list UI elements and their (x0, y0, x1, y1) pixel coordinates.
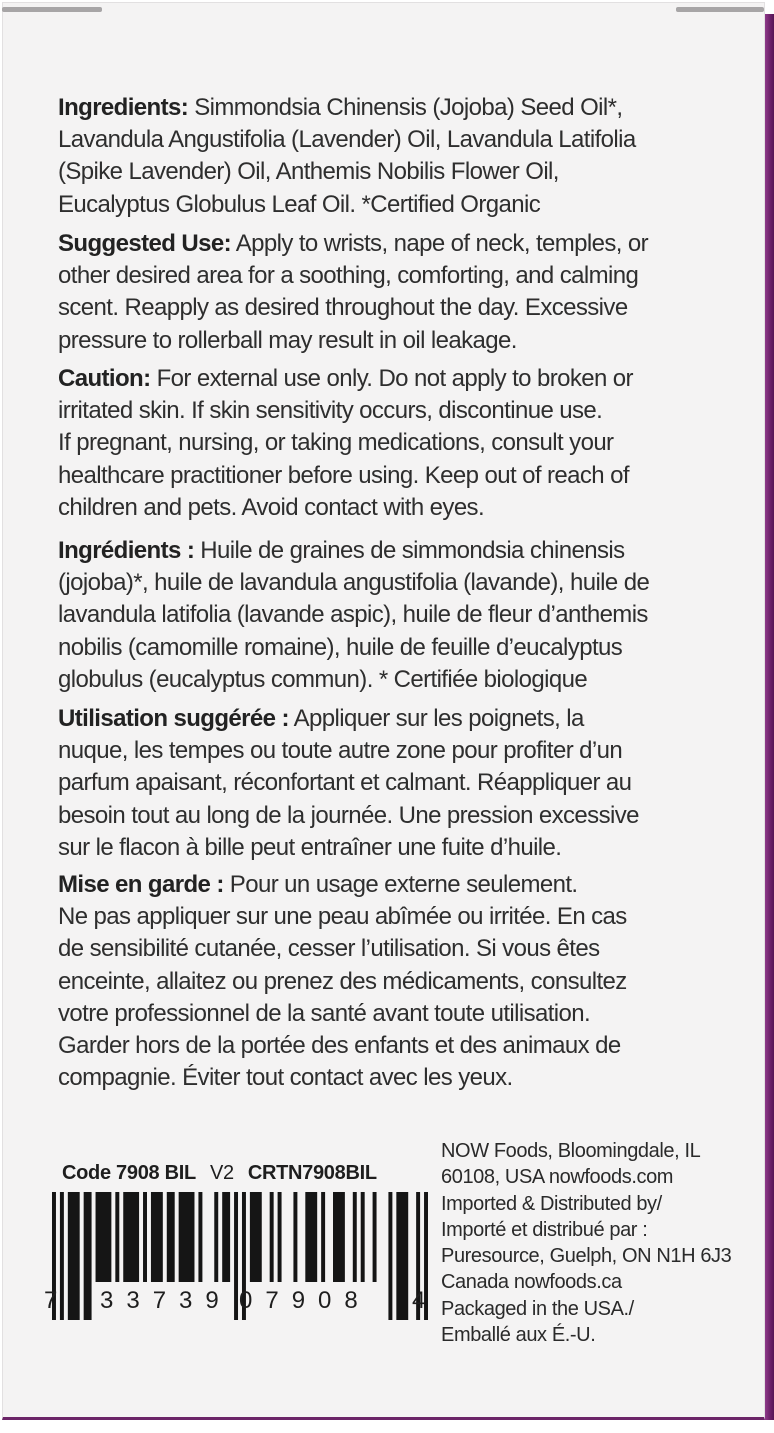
barcode-lead-digit: 7 (44, 1287, 58, 1314)
ingredients-fr-text: Huile de graines de simmondsia chinensis (194, 537, 625, 564)
suggested-use-fr-section (58, 703, 718, 864)
ingredients-fr-line: globulus (eucalyptus commun). * Certifiée biologique (58, 665, 588, 693)
ingredients-en-line: Lavandula Angustifolia (Lavender) Oil, Lavandula Latifolia (58, 126, 636, 154)
barcode-bar (373, 1192, 377, 1282)
barcode-left-digits: 33739 (100, 1287, 232, 1314)
company-line: Canada nowfoods.ca (441, 1271, 622, 1294)
barcode-bar (179, 1192, 195, 1282)
suggested-use-fr-line: besoin tout au long de la journée. Une pression excessive (58, 801, 639, 829)
suggested-use-en-line (58, 228, 718, 260)
caution-fr-heading: Mise en garde : (58, 871, 224, 898)
carton-code: CRTN7908BIL (247, 1162, 377, 1184)
ingredients-fr-line: lavandula latifolia (lavande aspic), huile de fleur d’anthemis (58, 601, 648, 629)
company-info (441, 1138, 741, 1348)
ingredients-fr-line (58, 535, 718, 567)
caution-fr-line: votre professionnel de la santé avant toute utilisation. (58, 999, 591, 1027)
barcode-bar (361, 1192, 365, 1282)
barcode-bar (321, 1192, 325, 1282)
barcode-bar (250, 1192, 262, 1282)
ingredients-en-section (58, 92, 718, 221)
barcode-bar (143, 1192, 147, 1282)
ingredients-en-text: Simmondsia Chinensis (Jojoba) Seed Oil*, (188, 94, 623, 121)
caution-fr-line: de sensibilité cutanée, cesser l’utilisation. Si vous êtes (58, 935, 600, 963)
ingredients-en-line: (Spike Lavender) Oil, Anthemis Nobilis Flower Oil, (58, 158, 559, 186)
barcode-bar (234, 1192, 238, 1320)
barcode-bar (198, 1192, 202, 1282)
barcode-bar (214, 1192, 218, 1282)
barcode-bar (167, 1192, 175, 1282)
barcode-bar (388, 1192, 392, 1320)
suggested-use-en-section (58, 228, 718, 357)
barcode-bar (222, 1192, 230, 1282)
barcode-bar (278, 1192, 282, 1282)
barcode-bar (293, 1192, 297, 1282)
barcode-bar (68, 1192, 80, 1320)
ingredients-en-line (58, 92, 718, 124)
ingredients-fr-line: nobilis (camomille romaine), huile de feuille d’eucalyptus (58, 633, 623, 661)
barcode-check-digit: 4 (412, 1287, 426, 1314)
company-line: NOW Foods, Bloomingdale, IL (441, 1140, 701, 1162)
suggested-use-en-line: other desired area for a soothing, comforting, and calming (58, 262, 639, 290)
purple-box-edge (765, 14, 774, 1420)
caution-en-section (58, 363, 718, 524)
caution-fr-line (58, 869, 718, 901)
barcode-bar (396, 1192, 408, 1320)
ingredients-fr-heading: Ingrédients : (58, 537, 195, 564)
suggested-use-en-line: pressure to rollerball may result in oil leakage. (58, 326, 517, 354)
suggested-use-fr-text: Appliquer sur les poignets, la (288, 705, 584, 732)
company-line: Puresource, Guelph, ON N1H 6J3 (441, 1245, 732, 1268)
company-line: Importé et distribué par : (441, 1218, 648, 1241)
suggested-use-fr-line: nuque, les tempes ou toute autre zone pour profiter d’un (58, 737, 623, 765)
suggested-use-fr-heading: Utilisation suggérée : (58, 705, 289, 732)
product-code-line (62, 1162, 377, 1185)
caution-fr-line: Ne pas appliquer sur une peau abîmée ou irritée. En cas (58, 903, 627, 931)
caution-fr-line: compagnie. Éviter tout contact avec les yeux. (58, 1064, 513, 1092)
ingredients-fr-section (58, 535, 718, 696)
suggested-use-en-heading: Suggested Use: (58, 230, 231, 257)
barcode-bar (84, 1192, 92, 1320)
company-line: Imported & Distributed by/ (441, 1192, 662, 1215)
caution-fr-line: enceinte, allaitez ou prenez des médicaments, consultez (58, 967, 627, 995)
ingredients-en-heading: Ingredients: (58, 94, 189, 121)
barcode-bar (270, 1192, 274, 1282)
barcode-bar (353, 1192, 357, 1282)
barcode-bar (115, 1192, 119, 1282)
ingredients-fr-line: (jojoba)*, huile de lavandula angustifolia (lavande), huile de (58, 569, 650, 597)
caution-en-heading: Caution: (58, 365, 151, 392)
caution-fr-line: Garder hors de la portée des enfants et des animaux de (58, 1032, 621, 1060)
ingredients-en-line: Eucalyptus Globulus Leaf Oil. *Certified Organic (58, 190, 541, 218)
barcode-bar (151, 1192, 163, 1282)
suggested-use-fr-line: parfum apaisant, réconfortant et calmant. Réappliquer au (58, 769, 632, 797)
barcode-bar (96, 1192, 112, 1282)
box-flap-mark-right (676, 7, 764, 12)
barcode-right-digits: 07908 (239, 1287, 371, 1314)
caution-en-line: irritated skin. If skin sensitivity occurs, discontinue use. (58, 397, 603, 425)
product-code: Code 7908 BIL (62, 1162, 196, 1184)
company-line: Packaged in the USA./ (441, 1297, 634, 1320)
barcode-bar (305, 1192, 317, 1282)
suggested-use-en-line: scent. Reapply as desired throughout the day. Excessive (58, 294, 628, 322)
suggested-use-fr-line (58, 703, 718, 735)
barcode-bar (333, 1192, 345, 1282)
product-version: V2 (209, 1162, 234, 1184)
caution-en-text: For external use only. Do not apply to broken or (150, 365, 633, 392)
caution-en-line (58, 363, 718, 395)
caution-en-line: If pregnant, nursing, or taking medications, consult your (58, 429, 614, 457)
company-line: Emballé aux É.-U. (441, 1324, 596, 1347)
caution-fr-text: Pour un usage externe seulement. (223, 871, 578, 898)
box-flap-mark-left (2, 7, 102, 12)
suggested-use-fr-line: sur le flacon à bille peut entraîner une fuite d’huile. (58, 833, 562, 861)
barcode-bar (123, 1192, 139, 1282)
suggested-use-en-text: Apply to wrists, nape of neck, temples, or (230, 230, 649, 257)
caution-en-line: healthcare practitioner before using. Keep out of reach of (58, 461, 629, 489)
caution-en-line: children and pets. Avoid contact with eyes. (58, 493, 485, 521)
caution-fr-section (58, 869, 718, 1094)
barcode-bar (60, 1192, 64, 1320)
company-line: 60108, USA nowfoods.com (441, 1166, 674, 1189)
